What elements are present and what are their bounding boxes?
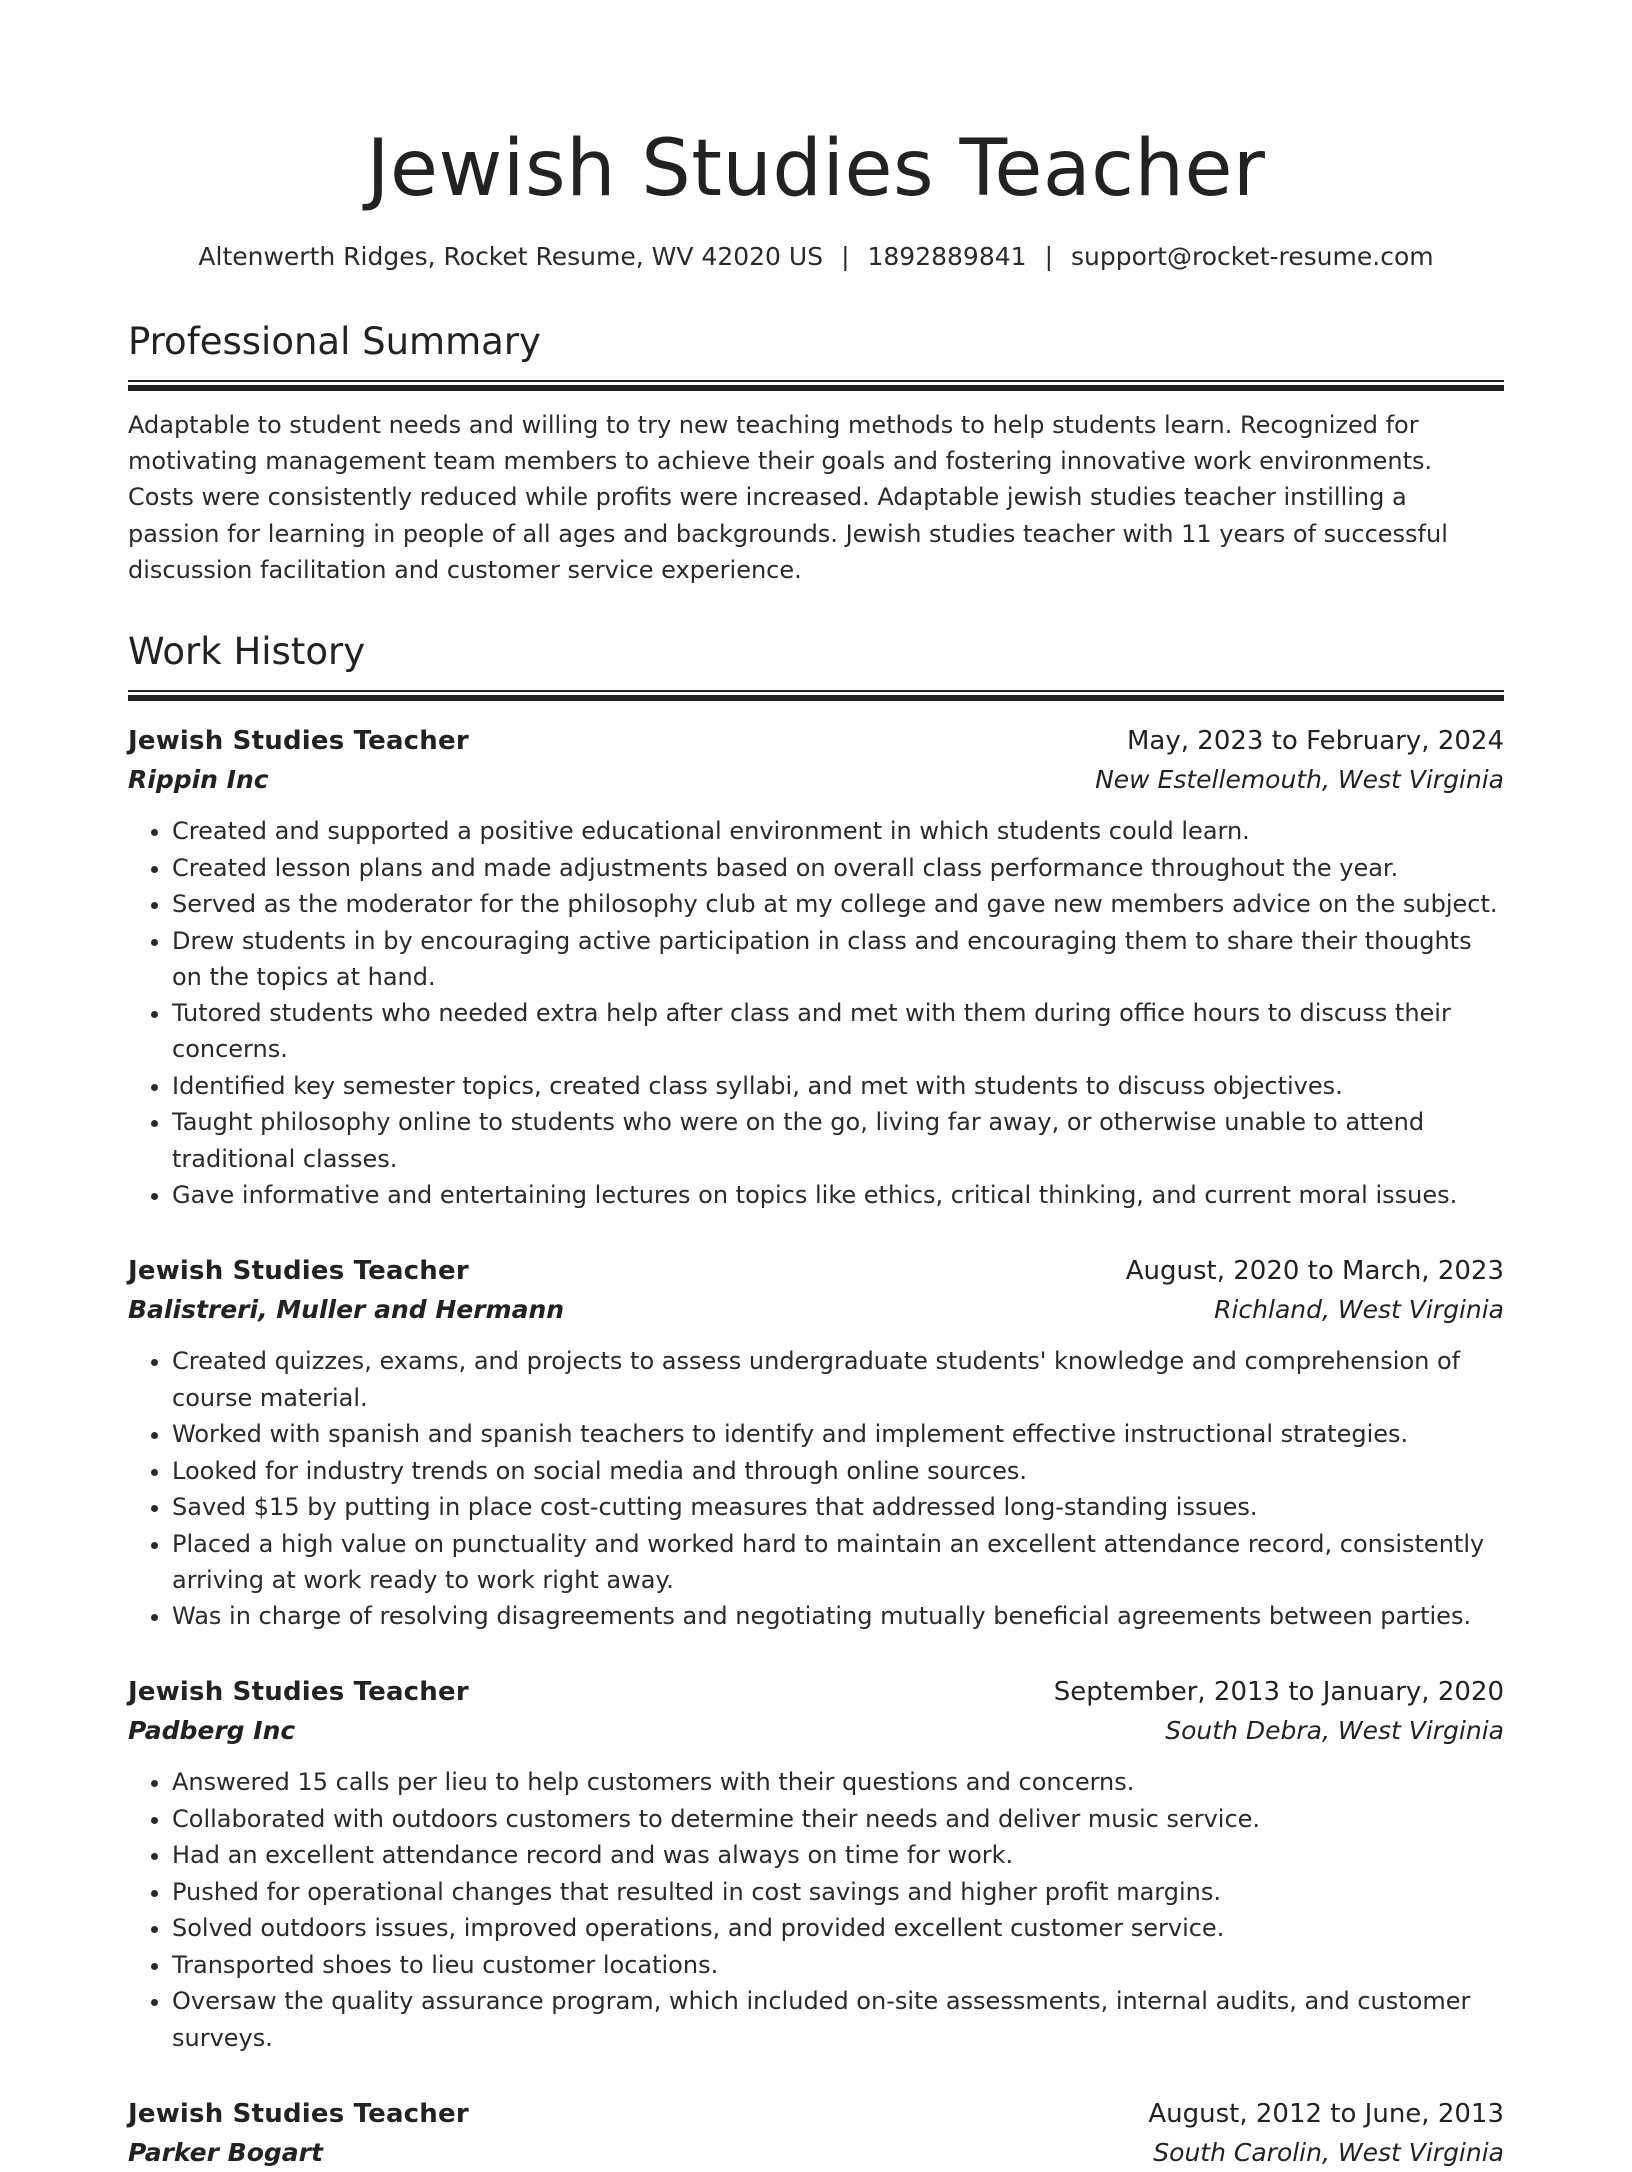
job-location: South Debra, West Virginia xyxy=(1165,1716,1504,1746)
job-bullet: • Placed a high value on punctuality and worked hard to maintain an excellent attendance record, consistently arriving at work ready to work right away. xyxy=(172,1526,1504,1598)
job-subheader-row xyxy=(128,1712,1504,1750)
job-dates: August, 2012 to June, 2013 xyxy=(1148,2098,1504,2129)
section-divider xyxy=(128,380,1504,391)
job-bullet: • Served as the moderator for the philosophy club at my college and gave new members advice on the subject. xyxy=(172,886,1504,922)
contact-email: support@rocket-resume.com xyxy=(1071,242,1434,271)
job-bullet: • Saved $15 by putting in place cost-cutting measures that addressed long-standing issues. xyxy=(172,1489,1504,1525)
work-history-section xyxy=(128,628,1504,2172)
job-company: Parker Bogart xyxy=(128,2137,323,2167)
job-entry xyxy=(128,1251,1504,1634)
job-header-row xyxy=(128,2094,1504,2134)
summary-text: Adaptable to student needs and willing to try new teaching methods to help students learn. Recognized for motivating management team members to achieve their goals and fostering innovative work environments. Costs were consistently reduced while profits were increased. Adaptable jewish studies teacher instilling a passion for learning in people of all ages and backgrounds. Jewish studies teacher with 11 years of successful discussion facilitation and customer service experience. xyxy=(128,411,1448,584)
job-bullet: • Created and supported a positive educational environment in which students could learn. xyxy=(172,813,1504,849)
job-bullet: • Transported shoes to lieu customer locations. xyxy=(172,1947,1504,1983)
job-bullet: • Created lesson plans and made adjustments based on overall class performance throughout the year. xyxy=(172,850,1504,886)
section-divider xyxy=(128,690,1504,701)
job-bullet: • Drew students in by encouraging active participation in class and encouraging them to share their thoughts on the topics at hand. xyxy=(172,923,1504,995)
contact-phone: 1892889841 xyxy=(867,242,1027,271)
job-subheader-row xyxy=(128,1291,1504,1329)
job-bullet: • Collaborated with outdoors customers to determine their needs and deliver music service. xyxy=(172,1801,1504,1837)
job-company: Rippin Inc xyxy=(128,765,269,795)
job-company: Balistreri, Muller and Hermann xyxy=(128,1295,565,1325)
job-title: Jewish Studies Teacher xyxy=(128,726,469,757)
job-dates: August, 2020 to March, 2023 xyxy=(1125,1256,1504,1287)
contact-address: Altenwerth Ridges, Rocket Resume, WV 42020 US xyxy=(198,242,824,271)
job-bullet: • Oversaw the quality assurance program, which included on-site assessments, internal audits, and customer surveys. xyxy=(172,1983,1504,2055)
job-header-row xyxy=(128,1672,1504,1712)
job-dates: September, 2013 to January, 2020 xyxy=(1053,1677,1504,1708)
job-bullet: • Had an excellent attendance record and was always on time for work. xyxy=(172,1837,1504,1873)
job-entry xyxy=(128,2094,1504,2172)
job-bullet: • Answered 15 calls per lieu to help customers with their questions and concerns. xyxy=(172,1764,1504,1800)
job-location: New Estellemouth, West Virginia xyxy=(1095,765,1504,795)
job-bullet-list xyxy=(128,1343,1504,1634)
job-bullet: • Pushed for operational changes that resulted in cost savings and higher profit margins. xyxy=(172,1874,1504,1910)
job-title: Jewish Studies Teacher xyxy=(128,1677,469,1708)
job-subheader-row xyxy=(128,2134,1504,2172)
contact-separator: | xyxy=(1044,242,1053,271)
section-title-summary: Professional Summary xyxy=(128,320,541,363)
job-bullet: • Taught philosophy online to students who were on the go, living far away, or otherwise unable to attend traditional classes. xyxy=(172,1104,1504,1176)
job-bullet: • Looked for industry trends on social media and through online sources. xyxy=(172,1453,1504,1489)
contact-separator: | xyxy=(841,242,850,271)
job-bullet: • Tutored students who needed extra help after class and met with them during office hours to discuss their concerns. xyxy=(172,995,1504,1067)
section-title-work: Work History xyxy=(128,630,366,674)
job-bullet: • Was in charge of resolving disagreements and negotiating mutually beneficial agreements between parties. xyxy=(172,1598,1504,1634)
job-entry xyxy=(128,721,1504,1213)
job-dates: May, 2023 to February, 2024 xyxy=(1127,726,1504,757)
job-title: Jewish Studies Teacher xyxy=(128,2098,469,2129)
job-company: Padberg Inc xyxy=(128,1716,296,1746)
job-bullet: • Created quizzes, exams, and projects to assess undergraduate students' knowledge and comprehension of course material. xyxy=(172,1343,1504,1415)
job-entry xyxy=(128,1672,1504,2055)
job-title: Jewish Studies Teacher xyxy=(128,1256,469,1287)
contact-line xyxy=(128,240,1504,274)
job-bullet: • Gave informative and entertaining lectures on topics like ethics, critical thinking, and current moral issues. xyxy=(172,1177,1504,1213)
job-location: South Carolin, West Virginia xyxy=(1153,2137,1504,2167)
job-bullet-list xyxy=(128,813,1504,1213)
job-bullet-list xyxy=(128,1764,1504,2055)
resume-name: Jewish Studies Teacher xyxy=(366,124,1266,214)
job-list xyxy=(128,721,1504,2172)
job-bullet: • Solved outdoors issues, improved operations, and provided excellent customer service. xyxy=(172,1910,1504,1946)
job-header-row xyxy=(128,1251,1504,1291)
job-bullet: • Identified key semester topics, created class syllabi, and met with students to discuss objectives. xyxy=(172,1068,1504,1104)
job-header-row xyxy=(128,721,1504,761)
job-bullet: • Worked with spanish and spanish teachers to identify and implement effective instructional strategies. xyxy=(172,1416,1504,1452)
professional-summary-section xyxy=(128,318,1504,588)
job-location: Richland, West Virginia xyxy=(1214,1295,1504,1325)
job-subheader-row xyxy=(128,761,1504,799)
